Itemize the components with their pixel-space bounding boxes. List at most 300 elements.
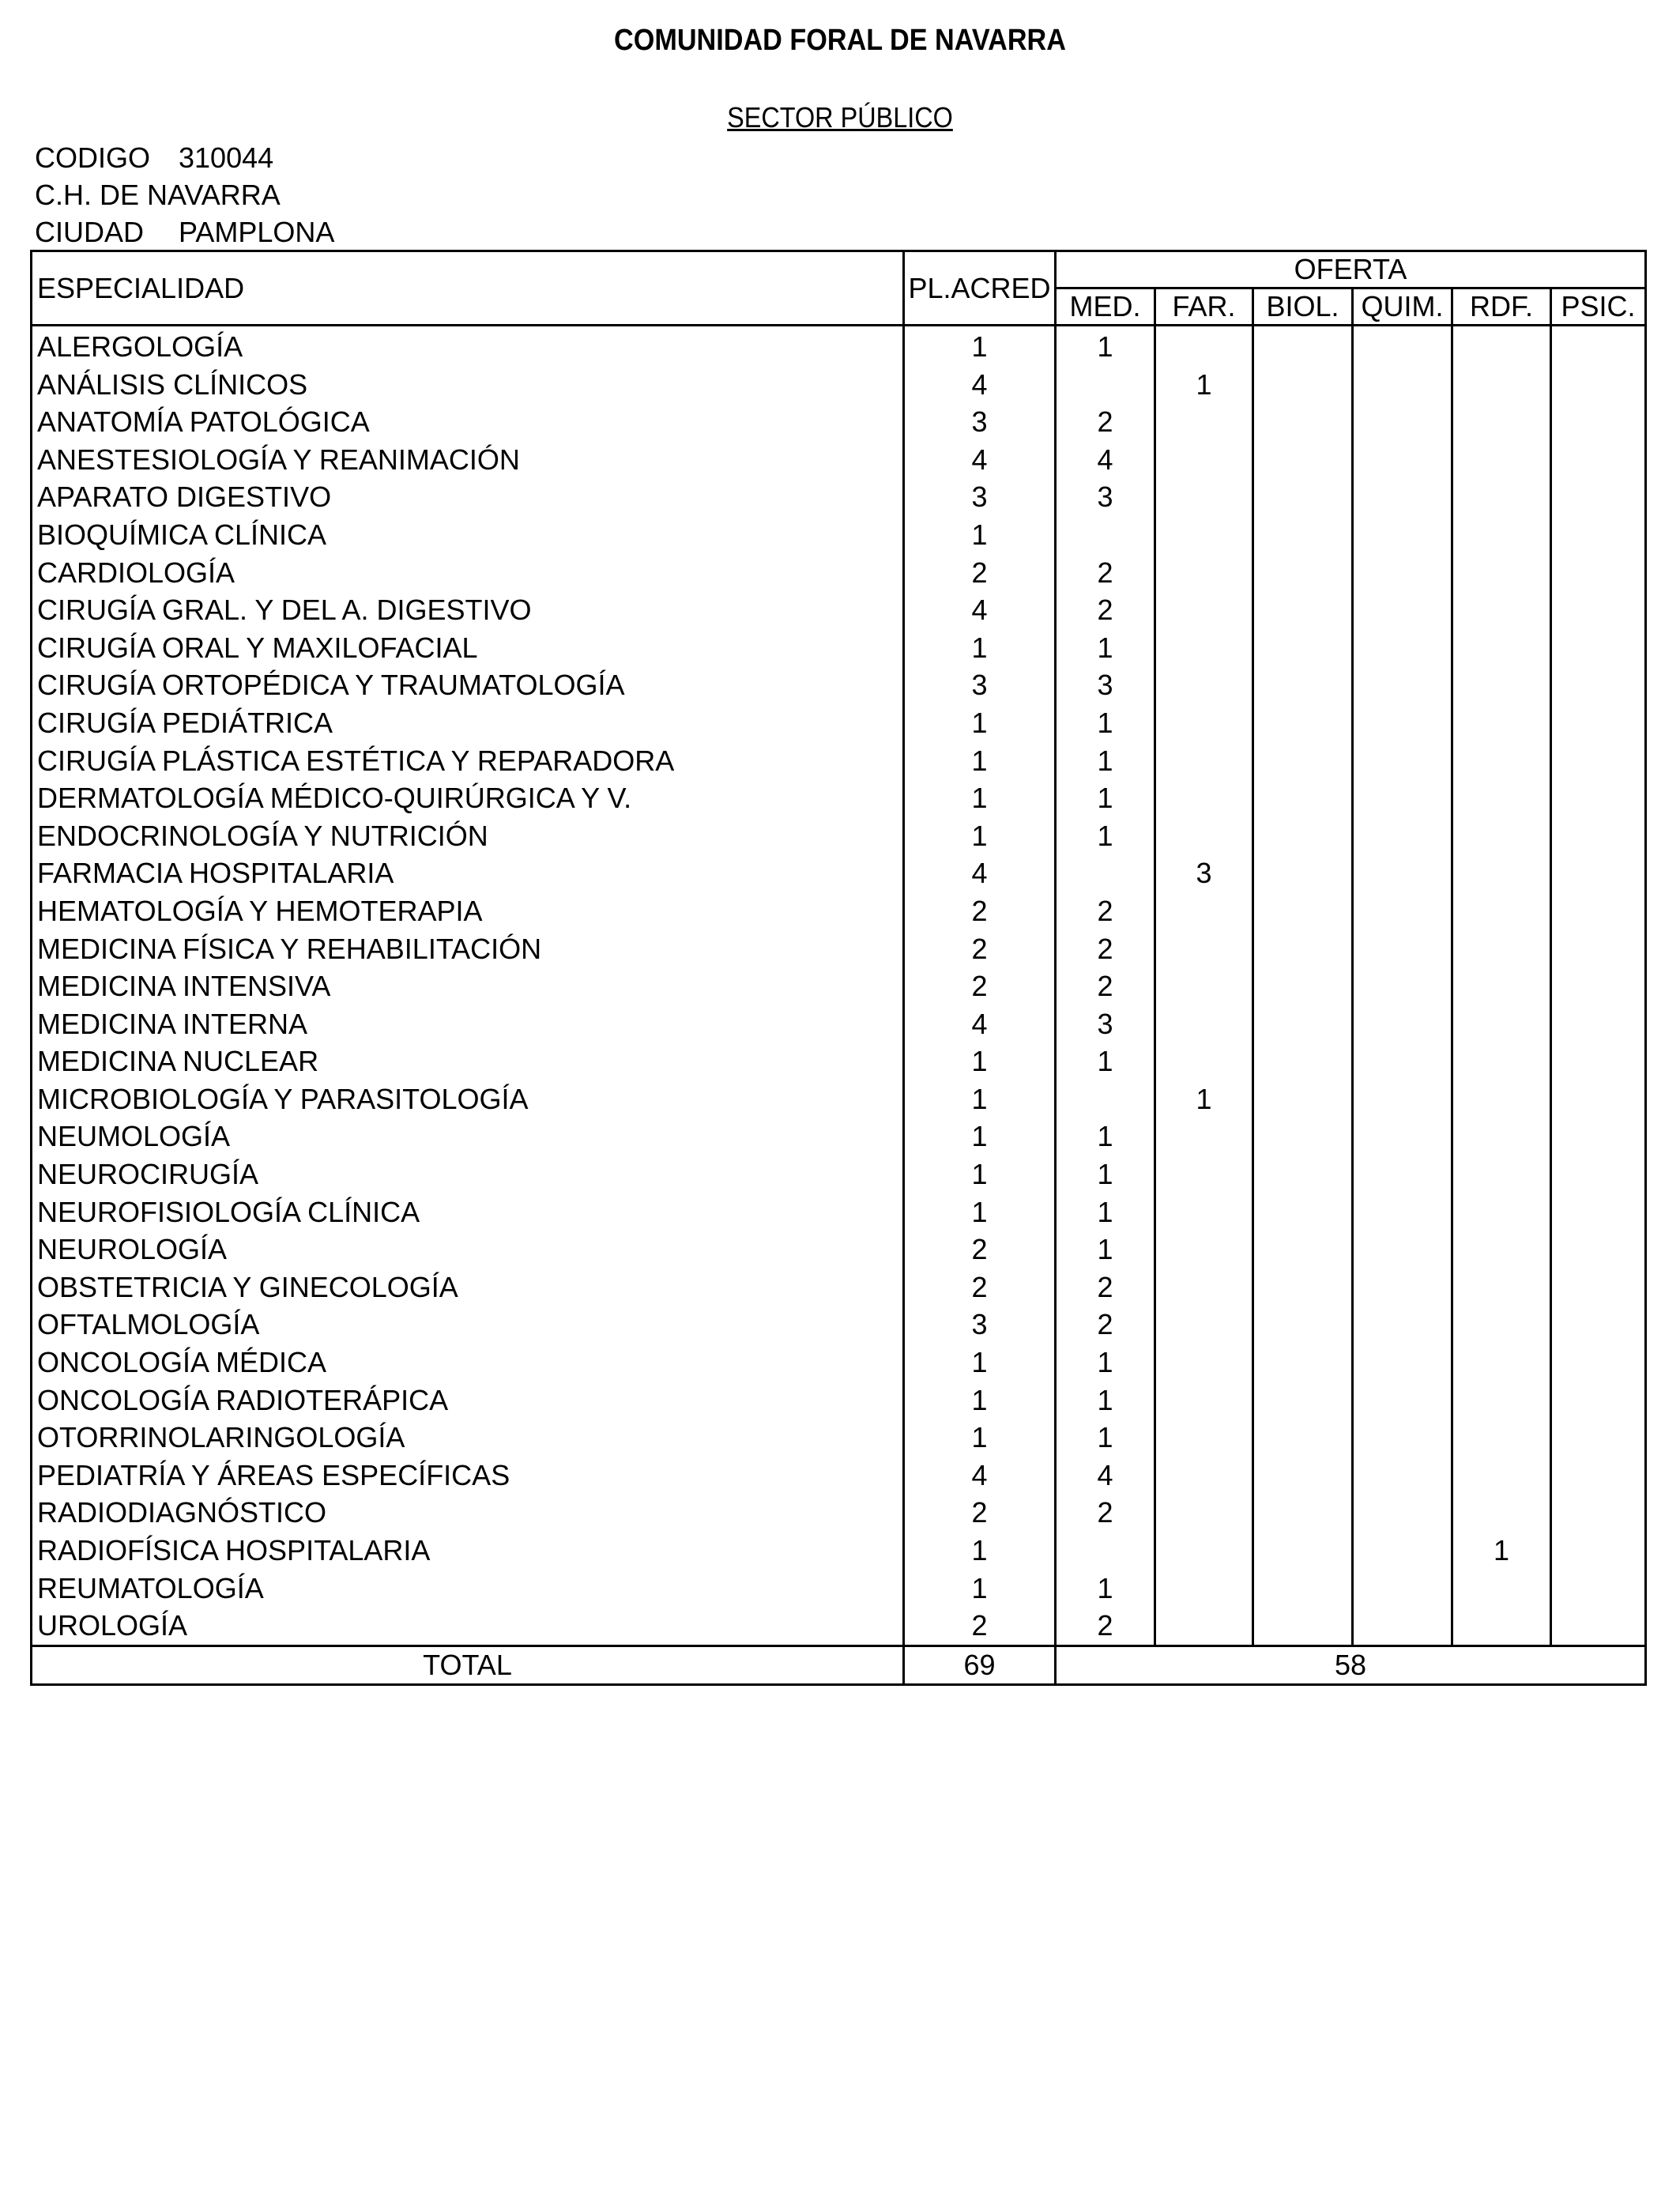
cell-psic: [1551, 1306, 1646, 1344]
cell-esp: NEUROCIRUGÍA: [32, 1155, 904, 1193]
table-row: [32, 1570, 1646, 1608]
cell-biol: [1253, 1306, 1353, 1344]
table-row: [32, 666, 1646, 704]
cell-far: [1155, 1155, 1253, 1193]
cell-biol: [1253, 1193, 1353, 1231]
cell-med: 2: [1056, 1269, 1155, 1306]
table-row: [32, 1231, 1646, 1269]
cell-rdf: [1452, 591, 1551, 629]
cell-pl: 1: [904, 1042, 1056, 1080]
table-row: [32, 967, 1646, 1005]
cell-esp: OTORRINOLARINGOLOGÍA: [32, 1419, 904, 1457]
cell-biol: [1253, 1155, 1353, 1193]
cell-biol: [1253, 1494, 1353, 1532]
cell-far: [1155, 1306, 1253, 1344]
cell-quim: [1353, 817, 1452, 855]
table-row: [32, 1193, 1646, 1231]
header-psic: PSIC.: [1551, 288, 1646, 326]
cell-pl: 3: [904, 1306, 1056, 1344]
cell-psic: [1551, 1457, 1646, 1495]
cell-rdf: [1452, 666, 1551, 704]
cell-psic: [1551, 591, 1646, 629]
cell-med: 1: [1056, 1344, 1155, 1382]
cell-psic: [1551, 817, 1646, 855]
cell-quim: [1353, 1382, 1452, 1419]
header-quim: QUIM.: [1353, 288, 1452, 326]
cell-quim: [1353, 1193, 1452, 1231]
cell-pl: 1: [904, 817, 1056, 855]
cell-med: 2: [1056, 591, 1155, 629]
cell-quim: [1353, 1570, 1452, 1608]
cell-rdf: [1452, 629, 1551, 667]
cell-med: [1056, 854, 1155, 892]
cell-far: 3: [1155, 854, 1253, 892]
cell-esp: MEDICINA NUCLEAR: [32, 1042, 904, 1080]
cell-med: 3: [1056, 666, 1155, 704]
cell-quim: [1353, 1419, 1452, 1457]
header-med: MED.: [1056, 288, 1155, 326]
cell-quim: [1353, 930, 1452, 968]
cell-esp: RADIODIAGNÓSTICO: [32, 1494, 904, 1532]
cell-rdf: [1452, 1193, 1551, 1231]
table-row: [32, 1382, 1646, 1419]
header-placred: PL.ACRED: [904, 251, 1056, 326]
cell-rdf: [1452, 1042, 1551, 1080]
cell-psic: [1551, 1231, 1646, 1269]
cell-psic: [1551, 1570, 1646, 1608]
header-oferta: OFERTA: [1056, 251, 1646, 288]
cell-biol: [1253, 1607, 1353, 1646]
cell-biol: [1253, 554, 1353, 592]
table-row: [32, 1155, 1646, 1193]
cell-biol: [1253, 742, 1353, 780]
cell-pl: 1: [904, 742, 1056, 780]
cell-med: 1: [1056, 629, 1155, 667]
table-row: [32, 1269, 1646, 1306]
cell-psic: [1551, 478, 1646, 516]
cell-quim: [1353, 779, 1452, 817]
cell-esp: CIRUGÍA PLÁSTICA ESTÉTICA Y REPARADORA: [32, 742, 904, 780]
cell-quim: [1353, 554, 1452, 592]
cell-psic: [1551, 742, 1646, 780]
cell-biol: [1253, 817, 1353, 855]
cell-far: [1155, 516, 1253, 554]
cell-esp: CIRUGÍA PEDIÁTRICA: [32, 704, 904, 742]
cell-quim: [1353, 1269, 1452, 1306]
cell-far: [1155, 1231, 1253, 1269]
cell-pl: 1: [904, 704, 1056, 742]
cell-biol: [1253, 930, 1353, 968]
table-row: [32, 1080, 1646, 1118]
cell-med: 1: [1056, 1042, 1155, 1080]
cell-quim: [1353, 1005, 1452, 1043]
centro-name: C.H. DE NAVARRA: [35, 179, 281, 211]
total-row: [32, 1646, 1646, 1684]
cell-esp: CIRUGÍA GRAL. Y DEL A. DIGESTIVO: [32, 591, 904, 629]
cell-far: [1155, 892, 1253, 930]
cell-rdf: 1: [1452, 1532, 1551, 1570]
table-row: [32, 1306, 1646, 1344]
cell-biol: [1253, 326, 1353, 366]
cell-quim: [1353, 742, 1452, 780]
cell-pl: 4: [904, 441, 1056, 479]
cell-rdf: [1452, 516, 1551, 554]
cell-quim: [1353, 1532, 1452, 1570]
cell-quim: [1353, 892, 1452, 930]
table-body: [32, 326, 1646, 1646]
cell-quim: [1353, 403, 1452, 441]
table-row: [32, 403, 1646, 441]
cell-psic: [1551, 1532, 1646, 1570]
cell-pl: 4: [904, 366, 1056, 404]
table-row: [32, 1607, 1646, 1646]
cell-biol: [1253, 403, 1353, 441]
cell-quim: [1353, 441, 1452, 479]
cell-rdf: [1452, 326, 1551, 366]
cell-esp: OFTALMOLOGÍA: [32, 1306, 904, 1344]
cell-biol: [1253, 779, 1353, 817]
cell-far: [1155, 326, 1253, 366]
cell-pl: 4: [904, 591, 1056, 629]
cell-quim: [1353, 1457, 1452, 1495]
cell-esp: MEDICINA FÍSICA Y REHABILITACIÓN: [32, 930, 904, 968]
cell-pl: 1: [904, 1193, 1056, 1231]
cell-pl: 1: [904, 779, 1056, 817]
cell-quim: [1353, 326, 1452, 366]
cell-med: 2: [1056, 930, 1155, 968]
cell-rdf: [1452, 1118, 1551, 1155]
cell-rdf: [1452, 366, 1551, 404]
table-row: [32, 366, 1646, 404]
cell-pl: 2: [904, 1607, 1056, 1646]
cell-psic: [1551, 403, 1646, 441]
cell-far: [1155, 441, 1253, 479]
cell-esp: ONCOLOGÍA MÉDICA: [32, 1344, 904, 1382]
sector-label: SECTOR PÚBLICO: [727, 101, 953, 134]
cell-med: 4: [1056, 1457, 1155, 1495]
cell-med: [1056, 1532, 1155, 1570]
cell-far: [1155, 1532, 1253, 1570]
cell-med: 1: [1056, 817, 1155, 855]
ciudad-line: [35, 215, 334, 250]
cell-far: [1155, 1570, 1253, 1608]
cell-psic: [1551, 1382, 1646, 1419]
cell-psic: [1551, 1155, 1646, 1193]
codigo-value: 310044: [179, 141, 274, 174]
cell-biol: [1253, 1457, 1353, 1495]
cell-rdf: [1452, 779, 1551, 817]
cell-rdf: [1452, 1344, 1551, 1382]
cell-far: [1155, 1005, 1253, 1043]
cell-rdf: [1452, 441, 1551, 479]
cell-esp: MEDICINA INTERNA: [32, 1005, 904, 1043]
cell-biol: [1253, 629, 1353, 667]
cell-esp: CIRUGÍA ORAL Y MAXILOFACIAL: [32, 629, 904, 667]
cell-quim: [1353, 1231, 1452, 1269]
cell-med: 1: [1056, 1419, 1155, 1457]
cell-rdf: [1452, 742, 1551, 780]
table-row: [32, 478, 1646, 516]
cell-far: [1155, 1344, 1253, 1382]
cell-far: [1155, 779, 1253, 817]
cell-biol: [1253, 1419, 1353, 1457]
table-row: [32, 629, 1646, 667]
cell-med: 2: [1056, 967, 1155, 1005]
cell-psic: [1551, 1193, 1646, 1231]
ciudad-label: CIUDAD: [35, 216, 145, 248]
cell-esp: ANÁLISIS CLÍNICOS: [32, 366, 904, 404]
cell-rdf: [1452, 1419, 1551, 1457]
header-rdf: RDF.: [1452, 288, 1551, 326]
table-row: [32, 1005, 1646, 1043]
cell-med: 2: [1056, 892, 1155, 930]
cell-med: 1: [1056, 704, 1155, 742]
cell-pl: 3: [904, 666, 1056, 704]
cell-pl: 1: [904, 1118, 1056, 1155]
cell-pl: 1: [904, 1419, 1056, 1457]
cell-psic: [1551, 1269, 1646, 1306]
cell-psic: [1551, 666, 1646, 704]
cell-pl: 4: [904, 854, 1056, 892]
cell-biol: [1253, 1118, 1353, 1155]
cell-med: 1: [1056, 1118, 1155, 1155]
cell-med: [1056, 516, 1155, 554]
codigo-line: [35, 141, 273, 175]
cell-med: 1: [1056, 1570, 1155, 1608]
table-row: [32, 930, 1646, 968]
cell-psic: [1551, 366, 1646, 404]
total-placred: 69: [904, 1646, 1056, 1684]
cell-psic: [1551, 1118, 1646, 1155]
cell-rdf: [1452, 1155, 1551, 1193]
cell-pl: 4: [904, 1457, 1056, 1495]
cell-pl: 3: [904, 403, 1056, 441]
table-row: [32, 441, 1646, 479]
table-row: [32, 704, 1646, 742]
cell-esp: MEDICINA INTENSIVA: [32, 967, 904, 1005]
cell-pl: 2: [904, 1494, 1056, 1532]
cell-esp: MICROBIOLOGÍA Y PARASITOLOGÍA: [32, 1080, 904, 1118]
cell-med: 1: [1056, 1193, 1155, 1231]
cell-quim: [1353, 591, 1452, 629]
table-row: [32, 554, 1646, 592]
cell-far: [1155, 629, 1253, 667]
cell-far: [1155, 1193, 1253, 1231]
cell-pl: 4: [904, 1005, 1056, 1043]
cell-pl: 1: [904, 326, 1056, 366]
cell-far: [1155, 666, 1253, 704]
cell-quim: [1353, 1344, 1452, 1382]
specialties-table: [30, 250, 1647, 1686]
cell-rdf: [1452, 1607, 1551, 1646]
cell-psic: [1551, 704, 1646, 742]
cell-biol: [1253, 516, 1353, 554]
cell-rdf: [1452, 1005, 1551, 1043]
cell-biol: [1253, 591, 1353, 629]
cell-biol: [1253, 366, 1353, 404]
cell-far: [1155, 1382, 1253, 1419]
cell-med: 2: [1056, 403, 1155, 441]
cell-biol: [1253, 967, 1353, 1005]
cell-med: 1: [1056, 779, 1155, 817]
cell-quim: [1353, 1607, 1452, 1646]
cell-pl: 2: [904, 892, 1056, 930]
cell-quim: [1353, 516, 1452, 554]
table-row: [32, 1419, 1646, 1457]
cell-pl: 1: [904, 1344, 1056, 1382]
cell-rdf: [1452, 1231, 1551, 1269]
cell-biol: [1253, 1532, 1353, 1570]
table-row: [32, 1457, 1646, 1495]
cell-psic: [1551, 1494, 1646, 1532]
cell-pl: 2: [904, 930, 1056, 968]
cell-pl: 2: [904, 1231, 1056, 1269]
cell-esp: ENDOCRINOLOGÍA Y NUTRICIÓN: [32, 817, 904, 855]
cell-esp: NEUMOLOGÍA: [32, 1118, 904, 1155]
cell-quim: [1353, 1080, 1452, 1118]
cell-far: [1155, 1042, 1253, 1080]
cell-biol: [1253, 1042, 1353, 1080]
cell-biol: [1253, 441, 1353, 479]
cell-psic: [1551, 854, 1646, 892]
cell-pl: 2: [904, 554, 1056, 592]
cell-esp: PEDIATRÍA Y ÁREAS ESPECÍFICAS: [32, 1457, 904, 1495]
cell-psic: [1551, 1607, 1646, 1646]
header-far: FAR.: [1155, 288, 1253, 326]
cell-rdf: [1452, 1269, 1551, 1306]
cell-pl: 1: [904, 629, 1056, 667]
cell-esp: NEUROFISIOLOGÍA CLÍNICA: [32, 1193, 904, 1231]
cell-quim: [1353, 629, 1452, 667]
cell-quim: [1353, 666, 1452, 704]
cell-med: 3: [1056, 1005, 1155, 1043]
table-row: [32, 326, 1646, 366]
header-especialidad: ESPECIALIDAD: [32, 251, 904, 326]
cell-biol: [1253, 1344, 1353, 1382]
cell-pl: 1: [904, 1155, 1056, 1193]
cell-rdf: [1452, 1080, 1551, 1118]
cell-esp: ANESTESIOLOGÍA Y REANIMACIÓN: [32, 441, 904, 479]
cell-esp: DERMATOLOGÍA MÉDICO-QUIRÚRGICA Y V.: [32, 779, 904, 817]
table-row: [32, 1042, 1646, 1080]
table-row: [32, 591, 1646, 629]
cell-esp: BIOQUÍMICA CLÍNICA: [32, 516, 904, 554]
cell-rdf: [1452, 892, 1551, 930]
cell-psic: [1551, 1419, 1646, 1457]
cell-pl: 2: [904, 967, 1056, 1005]
document-title: COMUNIDAD FORAL DE NAVARRA: [614, 24, 1066, 57]
cell-rdf: [1452, 1570, 1551, 1608]
cell-esp: UROLOGÍA: [32, 1607, 904, 1646]
cell-biol: [1253, 892, 1353, 930]
cell-esp: CARDIOLOGÍA: [32, 554, 904, 592]
cell-far: [1155, 1607, 1253, 1646]
cell-far: 1: [1155, 1080, 1253, 1118]
cell-quim: [1353, 854, 1452, 892]
cell-rdf: [1452, 704, 1551, 742]
cell-far: [1155, 1118, 1253, 1155]
cell-far: 1: [1155, 366, 1253, 404]
table-row: [32, 516, 1646, 554]
cell-psic: [1551, 967, 1646, 1005]
cell-biol: [1253, 704, 1353, 742]
cell-far: [1155, 1269, 1253, 1306]
cell-med: 1: [1056, 1382, 1155, 1419]
cell-quim: [1353, 1494, 1452, 1532]
cell-esp: ONCOLOGÍA RADIOTERÁPICA: [32, 1382, 904, 1419]
cell-psic: [1551, 441, 1646, 479]
cell-quim: [1353, 366, 1452, 404]
cell-esp: NEUROLOGÍA: [32, 1231, 904, 1269]
table-row: [32, 892, 1646, 930]
cell-far: [1155, 742, 1253, 780]
cell-esp: CIRUGÍA ORTOPÉDICA Y TRAUMATOLOGÍA: [32, 666, 904, 704]
table-row: [32, 742, 1646, 780]
cell-esp: FARMACIA HOSPITALARIA: [32, 854, 904, 892]
cell-quim: [1353, 1118, 1452, 1155]
cell-esp: OBSTETRICIA Y GINECOLOGÍA: [32, 1269, 904, 1306]
cell-med: 2: [1056, 1494, 1155, 1532]
cell-rdf: [1452, 1382, 1551, 1419]
cell-far: [1155, 1494, 1253, 1532]
cell-rdf: [1452, 478, 1551, 516]
header-biol: BIOL.: [1253, 288, 1353, 326]
cell-rdf: [1452, 554, 1551, 592]
cell-med: 1: [1056, 326, 1155, 366]
cell-quim: [1353, 1155, 1452, 1193]
cell-med: 2: [1056, 554, 1155, 592]
cell-far: [1155, 930, 1253, 968]
cell-psic: [1551, 930, 1646, 968]
cell-far: [1155, 1419, 1253, 1457]
cell-med: 1: [1056, 742, 1155, 780]
cell-far: [1155, 403, 1253, 441]
cell-biol: [1253, 1382, 1353, 1419]
cell-esp: REUMATOLOGÍA: [32, 1570, 904, 1608]
cell-rdf: [1452, 1306, 1551, 1344]
cell-med: 1: [1056, 1231, 1155, 1269]
cell-med: [1056, 366, 1155, 404]
table-row: [32, 1118, 1646, 1155]
cell-rdf: [1452, 403, 1551, 441]
cell-pl: 2: [904, 1269, 1056, 1306]
cell-med: 4: [1056, 441, 1155, 479]
cell-biol: [1253, 854, 1353, 892]
table-row: [32, 1494, 1646, 1532]
cell-biol: [1253, 1005, 1353, 1043]
cell-pl: 1: [904, 1382, 1056, 1419]
cell-quim: [1353, 1306, 1452, 1344]
cell-psic: [1551, 1005, 1646, 1043]
total-label: TOTAL: [32, 1646, 904, 1684]
cell-biol: [1253, 1570, 1353, 1608]
cell-med: 2: [1056, 1607, 1155, 1646]
cell-esp: ANATOMÍA PATOLÓGICA: [32, 403, 904, 441]
cell-biol: [1253, 1269, 1353, 1306]
cell-far: [1155, 1457, 1253, 1495]
table-row: [32, 817, 1646, 855]
cell-psic: [1551, 1344, 1646, 1382]
cell-esp: ALERGOLOGÍA: [32, 326, 904, 366]
table-row: [32, 854, 1646, 892]
cell-far: [1155, 817, 1253, 855]
total-oferta: 58: [1056, 1646, 1646, 1684]
cell-med: 2: [1056, 1306, 1155, 1344]
cell-psic: [1551, 629, 1646, 667]
cell-psic: [1551, 516, 1646, 554]
cell-rdf: [1452, 967, 1551, 1005]
cell-esp: RADIOFÍSICA HOSPITALARIA: [32, 1532, 904, 1570]
